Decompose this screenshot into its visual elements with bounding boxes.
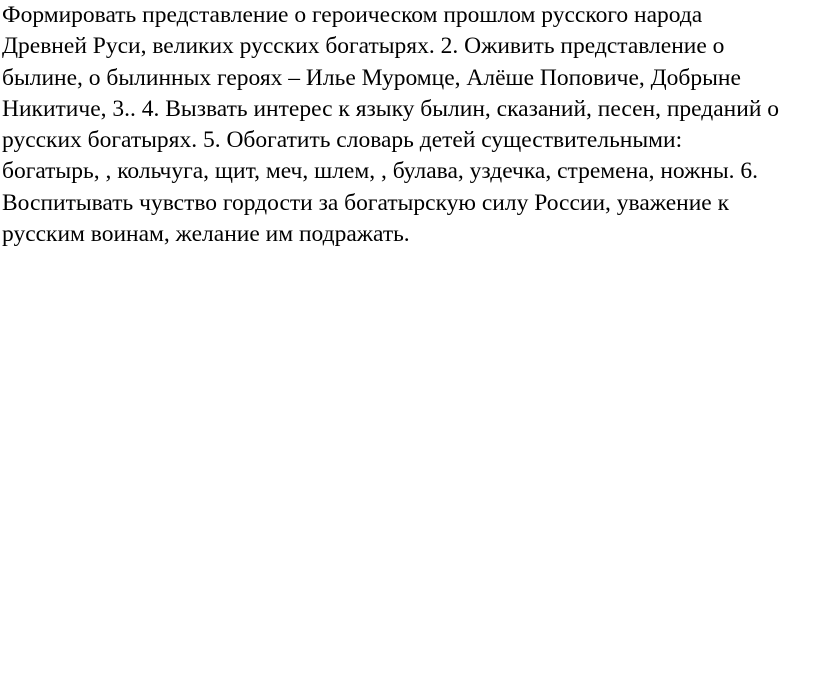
- text-line: былине, о былинных героях – Илье Муромце, Алёше Поповиче, Добрыне: [2, 64, 741, 91]
- text-line: русским воинам, желание им подражать.: [2, 221, 410, 248]
- text-line: богатырь, , кольчуга, щит, меч, шлем, , булава, уздечка, стремена, ножны. 6.: [2, 158, 759, 185]
- text-line: Воспитывать чувство гордости за богатырскую силу России, уважение к: [2, 189, 729, 216]
- text-line: Формировать представление о героическом прошлом русского народа: [2, 2, 703, 28]
- text-line: русских богатырях. 5. Обогатить словарь детей существительными:: [2, 127, 683, 154]
- text-line: Древней Руси, великих русских богатырях. 2. Оживить представление о: [2, 33, 725, 60]
- text-line: Никитиче, 3.. 4. Вызвать интерес к языку былин, сказаний, песен, преданий о: [2, 95, 780, 122]
- body-text: [2, 0, 814, 250]
